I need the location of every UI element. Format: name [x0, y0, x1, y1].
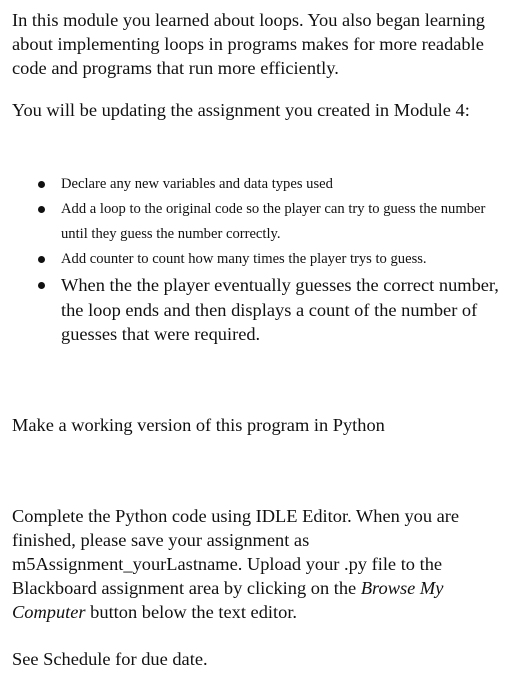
bullet-icon [38, 181, 45, 188]
complete-text-start: Complete the Python code using IDLE Editor. When you are finished, please save your assignment as m5Assignment_yourLastname. Upload your .py file to the Blackboard assignment area by clicking on the [12, 506, 460, 598]
list-item [0, 197, 520, 247]
intro-paragraph: In this module you learned about loops. You also began learning about implementing loops in programs makes for more readable code and programs that run more efficiently. [12, 10, 485, 78]
list-item-text: Add counter to count how many times the player trys to guess. [61, 251, 427, 267]
make-paragraph: Make a working version of this program in Python [12, 415, 385, 435]
update-paragraph: You will be updating the assignment you created in Module 4: [12, 100, 470, 120]
list-item [0, 247, 520, 272]
list-item-text: When the the player eventually guesses the correct number, the loop ends and then displays a count of the number of guesses that were required. [61, 275, 499, 344]
requirements-list [0, 172, 520, 347]
list-item [0, 273, 520, 347]
list-item-text: Add a loop to the original code so the player can try to guess the number until they guess the number correctly. [61, 201, 486, 242]
bullet-icon [38, 282, 45, 289]
schedule-paragraph: See Schedule for due date. [12, 649, 208, 669]
list-item [0, 172, 520, 197]
bullet-icon [38, 206, 45, 213]
browse-my-computer-emphasis: Browse My Computer [12, 578, 444, 622]
complete-paragraph [12, 504, 504, 624]
bullet-icon [38, 256, 45, 263]
complete-text-end: button below the text editor. [85, 602, 298, 622]
list-item-text: Declare any new variables and data types used [61, 176, 333, 192]
